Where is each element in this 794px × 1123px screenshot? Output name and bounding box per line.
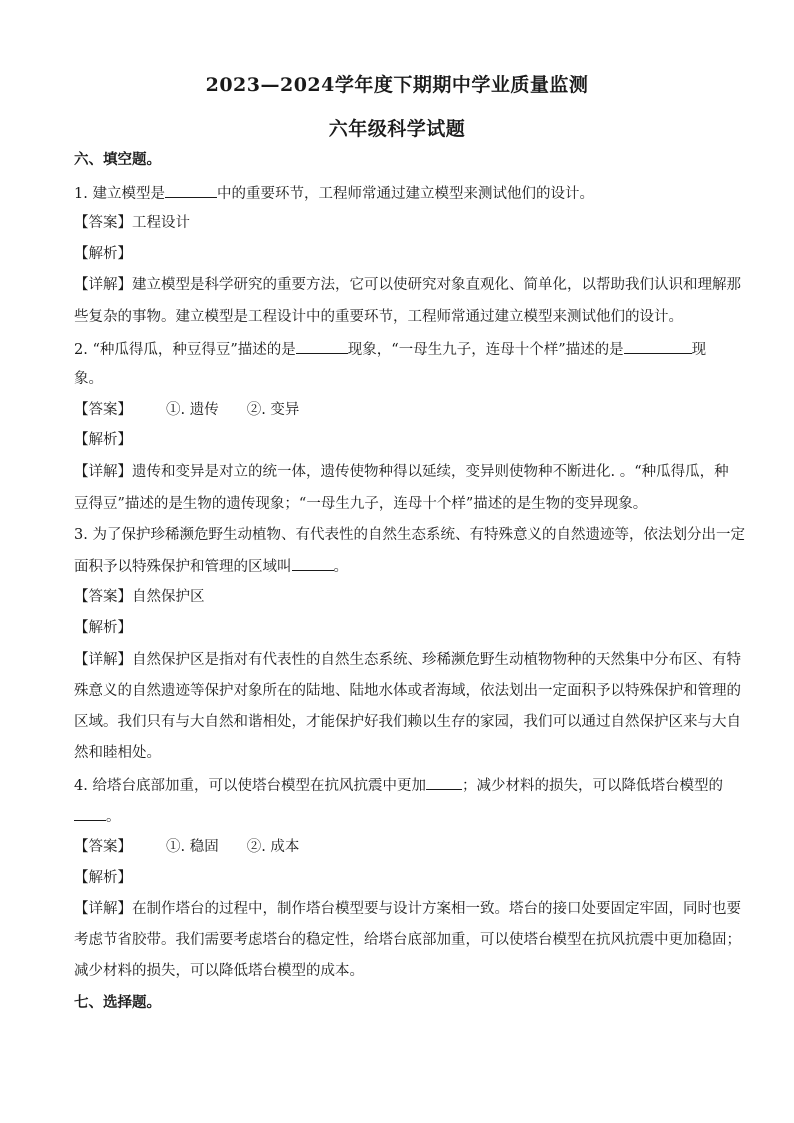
question-3-analysis-tag: 【解析】 [74, 620, 132, 636]
question-4-detail-line-3: 减少材料的损失，可以降低塔台模型的成本。 [74, 963, 364, 979]
question-3-detail-line-3: 区域。我们只有与大自然和谐相处，才能保护好我们赖以生存的家园，我们可以通过自然保护区来与大自 [74, 714, 741, 730]
question-4-blank-2 [74, 806, 106, 821]
section-heading-fill-in: 六、填空题。 [74, 151, 161, 168]
question-4-analysis-tag: 【解析】 [74, 870, 132, 886]
detail-text: 自然保护区是指对有代表性的自然生态系统、珍稀濒危野生动植物物种的天然集中分布区、有特 [132, 652, 741, 668]
question-2-blank-2 [624, 339, 692, 354]
question-1-detail-line-1 [74, 275, 741, 295]
question-1-analysis-tag: 【解析】 [74, 246, 132, 262]
answer-tag: 【答案】 [74, 839, 132, 855]
detail-text: 在制作塔台的过程中，制作塔台模型要与设计方案相一致。塔台的接口处要固定牢固，同时也要 [132, 901, 741, 917]
question-3-detail-line-2: 殊意义的自然遗迹等保护对象所在的陆地、陆地水体或者海域，依法划出一定面积予以特殊保护和管理的 [74, 683, 741, 699]
answer-text: 自然保护区 [132, 589, 205, 605]
answer-text: 工程设计 [132, 215, 190, 231]
detail-text: 遗传和变异是对立的统一体，遗传使物种得以延续，变异则使物种不断进化. 。“种瓜得瓜，种 [132, 464, 729, 480]
exam-title: 2023—2024学年度下期期中学业质量监测 [205, 74, 589, 96]
question-2-detail-line-1 [74, 462, 729, 482]
detail-tag: 【详解】 [74, 652, 132, 668]
question-4-stem-part-a: 4. 给塔台底部加重，可以使塔台模型在抗风抗震中更加 [74, 778, 426, 794]
question-1-blank [165, 183, 217, 198]
question-2-stem-line-1 [74, 339, 724, 360]
question-2-stem-part-b: 现象，“一母生九子，连母十个样”描述的是 [347, 342, 624, 358]
question-3-detail-line-1 [74, 650, 741, 670]
question-1-stem [74, 183, 724, 204]
answer-tag: 【答案】 [74, 215, 132, 231]
question-3-stem-line-1: 3. 为了保护珍稀濒危野生动植物、有代表性的自然生态系统、有特殊意义的自然遗迹等，依法划分出一定 [74, 527, 745, 543]
question-3-detail-line-4: 然和睦相处。 [74, 745, 161, 761]
question-2-analysis-tag: 【解析】 [74, 432, 132, 448]
question-1-stem-start: 1. 建立模型是 [74, 186, 165, 202]
answer-option-2: ②. 变异 [246, 402, 300, 418]
question-3-blank [292, 556, 334, 571]
question-4-blank-1 [426, 775, 462, 790]
question-2-stem-part-c: 现 [691, 342, 707, 358]
question-2-detail-line-2: 豆得豆”描述的是生物的遗传现象；“一母生九子，连母十个样”描述的是生物的变异现象。 [74, 496, 648, 512]
detail-text: 建立模型是科学研究的重要方法，它可以使研究对象直观化、简单化，以帮助我们认识和理解那 [132, 277, 741, 293]
question-2-stem-line-2: 象。 [74, 371, 103, 387]
detail-tag: 【详解】 [74, 464, 132, 480]
question-2-answer [74, 400, 724, 420]
question-1-detail-line-2: 些复杂的事物。建立模型是工程设计中的重要环节，工程师常通过建立模型来测试他们的设计。 [74, 309, 683, 325]
question-4-answer [74, 837, 724, 857]
question-4-stem-end: 。 [106, 809, 121, 825]
answer-tag: 【答案】 [74, 589, 132, 605]
question-1-answer [74, 213, 724, 233]
question-4-detail-line-1 [74, 899, 741, 919]
question-4-stem-line-2 [74, 806, 724, 827]
detail-tag: 【详解】 [74, 901, 132, 917]
question-2-stem-part-a: 2. “种瓜得瓜，种豆得豆”描述的是 [74, 342, 296, 358]
section-heading-multiple-choice: 七、选择题。 [74, 994, 161, 1011]
answer-option-2: ②. 成本 [246, 839, 300, 855]
answer-option-1: ①. 遗传 [166, 402, 219, 418]
answer-option-1: ①. 稳固 [166, 839, 219, 855]
exam-subtitle: 六年级科学试题 [328, 118, 466, 140]
answer-tag: 【答案】 [74, 402, 132, 418]
question-2-blank-1 [296, 339, 348, 354]
question-3-stem-part-a: 面积予以特殊保护和管理的区域叫 [74, 559, 292, 575]
question-3-stem-line-2 [74, 556, 724, 577]
question-1-stem-end: 中的重要环节，工程师常通过建立模型来测试他们的设计。 [216, 186, 594, 202]
detail-tag: 【详解】 [74, 277, 132, 293]
question-3-stem-part-b: 。 [333, 559, 348, 575]
question-4-stem-part-b: ；减少材料的损失，可以降低塔台模型的 [461, 778, 723, 794]
question-3-answer [74, 587, 724, 607]
question-4-stem-line-1 [74, 775, 724, 796]
question-4-detail-line-2: 考虑节省胶带。我们需要考虑塔台的稳定性，给塔台底部加重，可以使塔台模型在抗风抗震中更加稳固； [74, 932, 741, 948]
